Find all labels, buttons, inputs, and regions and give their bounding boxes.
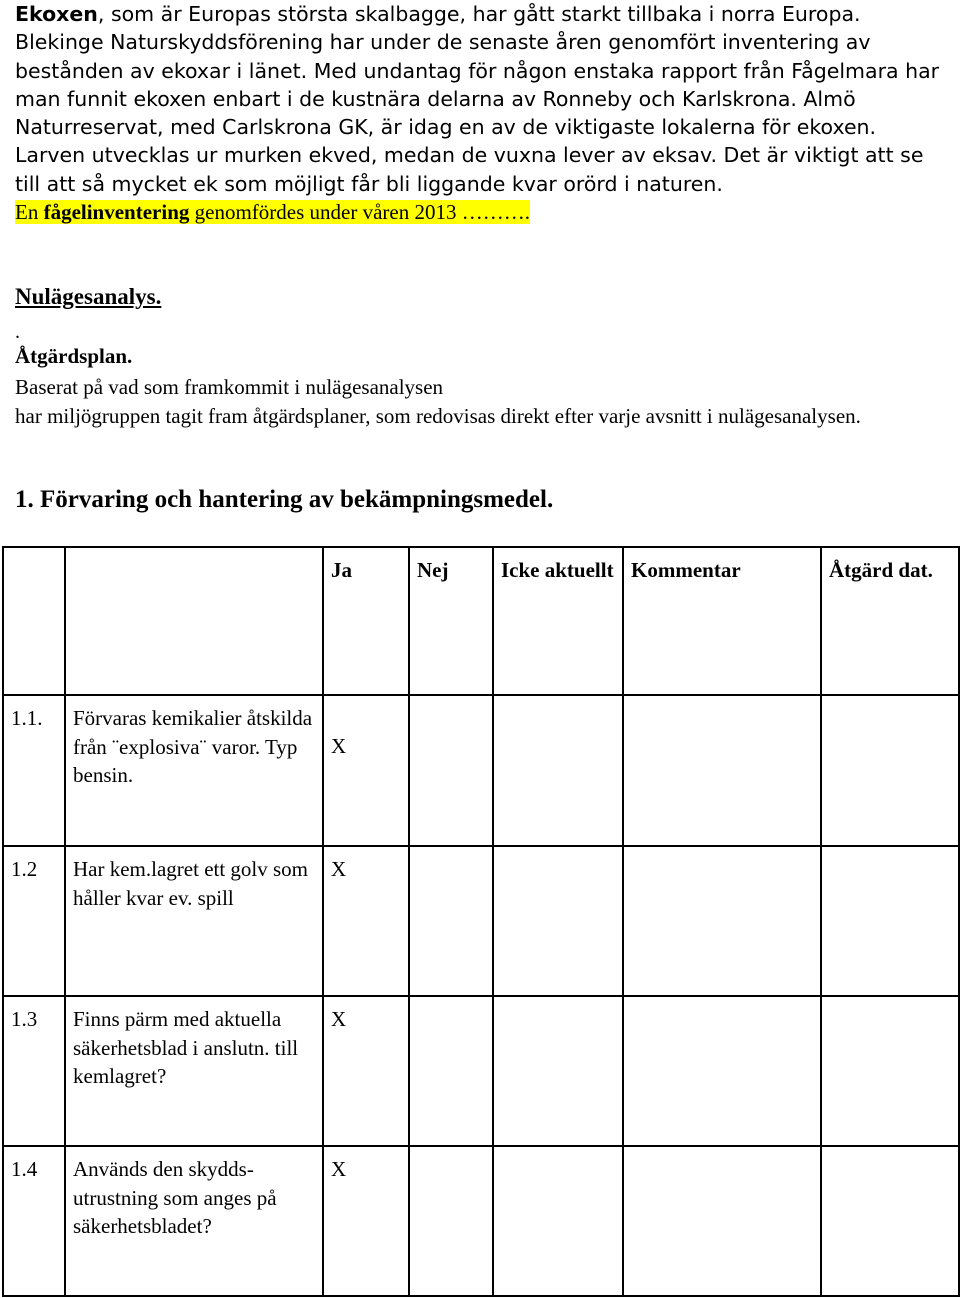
row-number: 1.2 xyxy=(3,846,65,996)
row-icke xyxy=(493,1146,623,1296)
table-row xyxy=(3,695,959,846)
table-header-row xyxy=(3,547,959,695)
row-nej xyxy=(409,1146,493,1296)
header-empty-question xyxy=(65,547,323,695)
header-empty-num xyxy=(3,547,65,695)
header-nej: Nej xyxy=(409,547,493,695)
table-row xyxy=(3,996,959,1146)
header-ja: Ja xyxy=(323,547,409,695)
row-icke xyxy=(493,695,623,846)
highlight-post: genomfördes under våren 2013 ………. xyxy=(189,200,530,225)
atgardsplan-heading: Åtgärdsplan. xyxy=(15,344,133,368)
row-kommentar xyxy=(623,695,821,846)
intro-bold-word: Ekoxen xyxy=(15,2,98,26)
header-icke-aktuellt: Icke aktuellt xyxy=(493,547,623,695)
row-question: Har kem.lagret ett golv som håller kvar ev. spill xyxy=(65,846,323,996)
highlight-bold: fågelinventering xyxy=(43,200,190,225)
nulagesanalys-heading: Nulägesanalys. xyxy=(15,284,162,309)
section-heading: 1. Förvaring och hantering av bekämpningsmedel. xyxy=(15,486,554,513)
basis-line-1: Baserat på vad som framkommit i nulägesanalysen xyxy=(15,375,444,399)
row-atgard xyxy=(821,846,959,996)
row-number: 1.4 xyxy=(3,1146,65,1296)
row-ja xyxy=(323,695,409,846)
highlighted-line xyxy=(15,200,530,224)
row-atgard xyxy=(821,996,959,1146)
separator-dot: . xyxy=(15,321,20,343)
basis-paragraph xyxy=(15,373,945,430)
row-icke xyxy=(493,996,623,1146)
table-row xyxy=(3,1146,959,1296)
row-kommentar xyxy=(623,1146,821,1296)
row-atgard xyxy=(821,695,959,846)
row-question: Används den skydds-utrustning som anges på säkerhetsbladet? xyxy=(65,1146,323,1296)
row-icke xyxy=(493,846,623,996)
row-kommentar xyxy=(623,996,821,1146)
header-atgard-dat: Åtgärd dat. xyxy=(821,547,959,695)
row-nej xyxy=(409,695,493,846)
row-nej xyxy=(409,996,493,1146)
row-kommentar xyxy=(623,846,821,996)
highlight-pre: En xyxy=(15,200,44,225)
row-atgard xyxy=(821,1146,959,1296)
row-ja: X xyxy=(323,846,409,996)
ja-mark: X xyxy=(331,734,347,758)
row-question: Finns pärm med aktuella säkerhetsblad i anslutn. till kemlagret? xyxy=(65,996,323,1146)
row-number: 1.3 xyxy=(3,996,65,1146)
checklist-table xyxy=(2,546,960,1297)
table-row xyxy=(3,846,959,996)
intro-text: , som är Europas största skalbagge, har gått starkt tillbaka i norra Europa. Blekinge Naturskyddsförening har under de senaste åren genomfört inventering av bestånden av ekoxar i länet. Med undantag för någon enstaka rapport från Fågelmara har man funnit ekoxen enbart i de kustnära delarna av Ronneby och Karlskrona. Almö Naturreservat, med Carlskrona GK, är idag en av de viktigaste lokalerna för ekoxen. Larven utvecklas ur murken ekved, medan de vuxna lever av eksav. Det är viktigt att se till att så mycket ek som möjligt får bli liggande kvar orörd i naturen. xyxy=(15,2,940,196)
row-number: 1.1. xyxy=(3,695,65,846)
row-ja: X xyxy=(323,1146,409,1296)
basis-line-2: har miljögruppen tagit fram åtgärdsplaner, som redovisas direkt efter varje avsnitt i nulägesanalysen. xyxy=(15,403,861,428)
intro-paragraph xyxy=(15,0,950,226)
row-ja: X xyxy=(323,996,409,1146)
row-question: Förvaras kemikalier åtskilda från ¨explosiva¨ varor. Typ bensin. xyxy=(65,695,323,846)
row-nej xyxy=(409,846,493,996)
header-kommentar: Kommentar xyxy=(623,547,821,695)
